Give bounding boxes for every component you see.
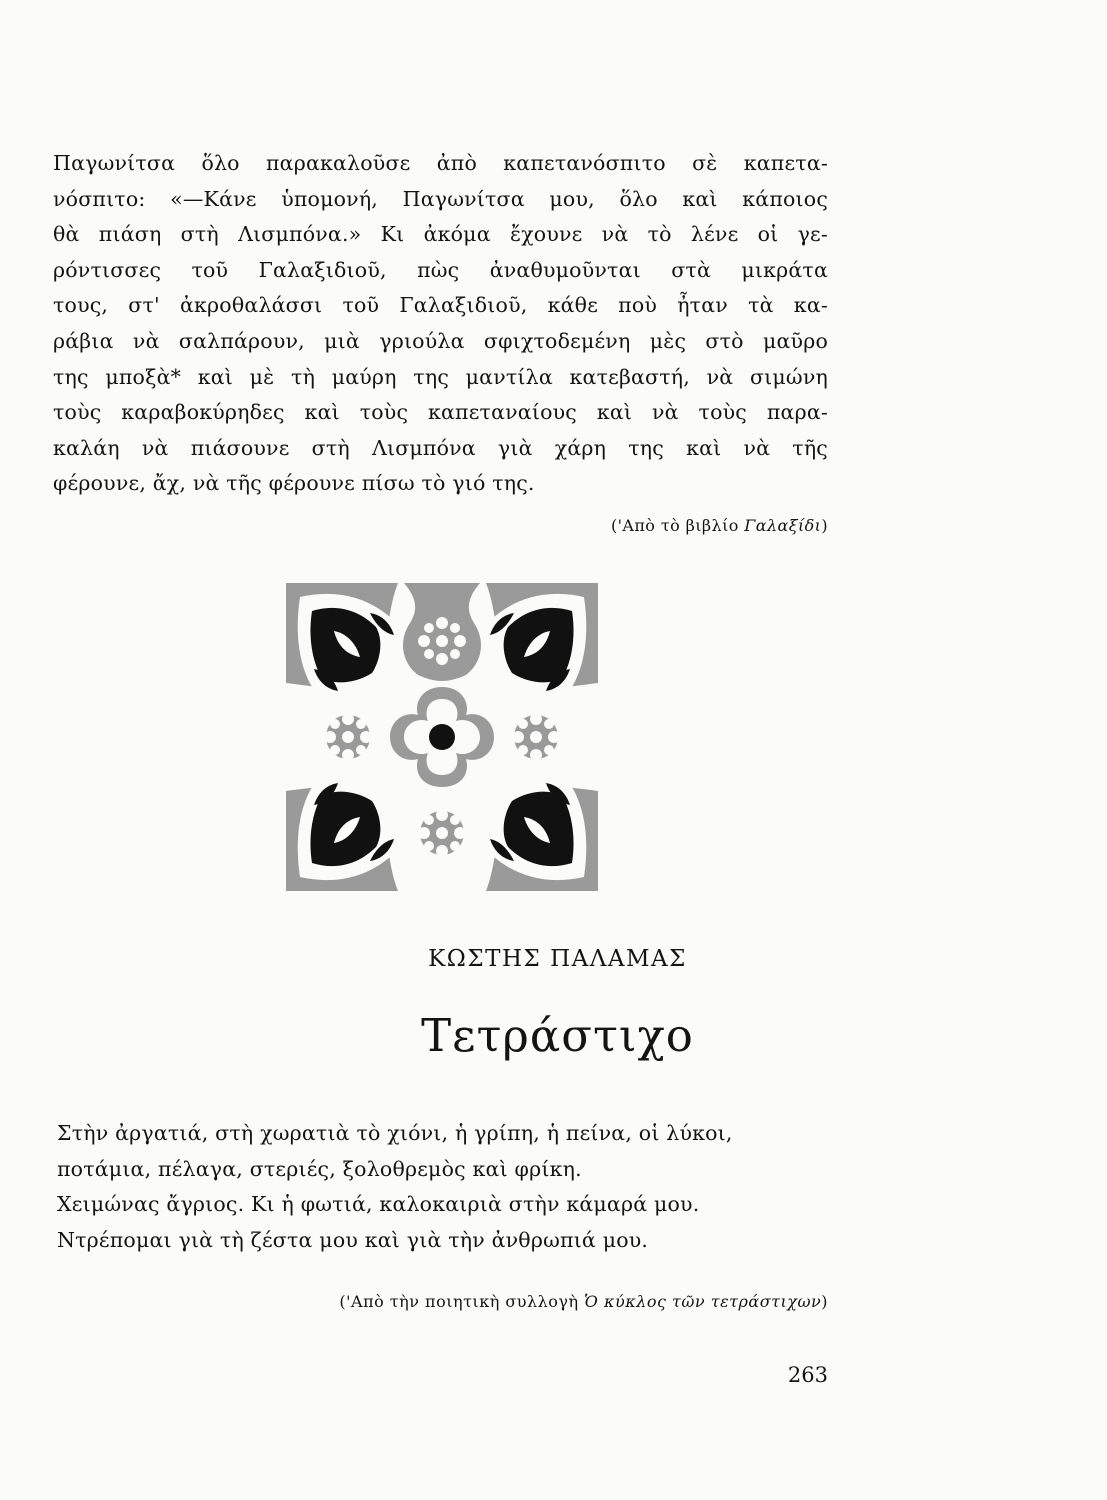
collection-citation	[339, 1292, 828, 1311]
poem-line: ποτάμια, πέλαγα, στεριές, ξολοθρεμὸς καὶ φρίκη.	[57, 1156, 582, 1181]
poem-body	[57, 1116, 733, 1259]
prose-line: ράβια νὰ σαλπάρουν, μιὰ γριούλα σφιχτοδεμένη μὲς στὸ μαῦρο	[53, 328, 828, 353]
author-name: ΚΩΣΤΗΣ ΠΑΛΑΜΑΣ	[428, 946, 687, 972]
source-book-title: Γαλαξίδι	[744, 516, 822, 535]
prose-paragraph	[53, 146, 828, 502]
prose-line: Παγωνίτσα ὅλο παρακαλοῦσε ἀπὸ καπετανόσπιτο σὲ καπετα-	[53, 151, 828, 175]
citation-prefix: ('Απὸ τὴν ποιητικὴ συλλογὴ	[339, 1292, 585, 1311]
poem-line: Στὴν ἀργατιά, στὴ χωρατιὰ τὸ χιόνι, ἡ γρίπη, ἡ πείνα, οἱ λύκοι,	[57, 1121, 733, 1145]
source-prefix: ('Απὸ τὸ βιβλίο	[610, 516, 745, 535]
poem-title: Τετράστιχο	[421, 1009, 694, 1062]
citation-suffix: )	[821, 1292, 828, 1311]
tile-ornament	[286, 583, 598, 891]
poem-line: Χειμώνας ἄγριος. Κι ἡ φωτιά, καλοκαιριὰ στὴν κάμαρά μου.	[57, 1192, 700, 1217]
source-suffix: )	[821, 516, 828, 535]
page-number: 263	[787, 1363, 828, 1387]
prose-line: ρόντισσες τοῦ Γαλαξιδιοῦ, πὼς ἀναθυμοῦνται στὰ μικράτα	[53, 257, 828, 282]
prose-line: φέρουνε, ἄχ, νὰ τῆς φέρουνε πίσω τὸ γιό της.	[53, 471, 535, 496]
poem-line: Ντρέπομαι γιὰ τὴ ζέστα μου καὶ γιὰ τὴν ἀνθρωπιά μου.	[57, 1228, 649, 1253]
prose-line: καλάη νὰ πιάσουνε στὴ Λισμπόνα γιὰ χάρη της καὶ νὰ τῆς	[53, 435, 828, 460]
prose-line: τους, στ' ἀκροθαλάσσι τοῦ Γαλαξιδιοῦ, κάθε ποὺ ἦταν τὰ κα-	[53, 293, 828, 318]
collection-title: Ὁ κύκλος τῶν τετράστιχων	[584, 1292, 822, 1311]
prose-line: τοὺς καραβοκύρηδες καὶ τοὺς καπεταναίους καὶ νὰ τοὺς παρα-	[53, 400, 828, 425]
source-citation	[611, 516, 828, 535]
prose-line: θὰ πιάση στὴ Λισμπόνα.» Κι ἀκόμα ἔχουνε νὰ τὸ λένε οἱ γε-	[53, 222, 828, 247]
prose-line: νόσπιτο: «—Κάνε ὑπομονή, Παγωνίτσα μου, ὅλο καὶ κάποιος	[53, 186, 828, 211]
prose-line: της μποξὰ* καὶ μὲ τὴ μαύρη της μαντίλα κατεβαστή, νὰ σιμώνη	[53, 364, 828, 389]
